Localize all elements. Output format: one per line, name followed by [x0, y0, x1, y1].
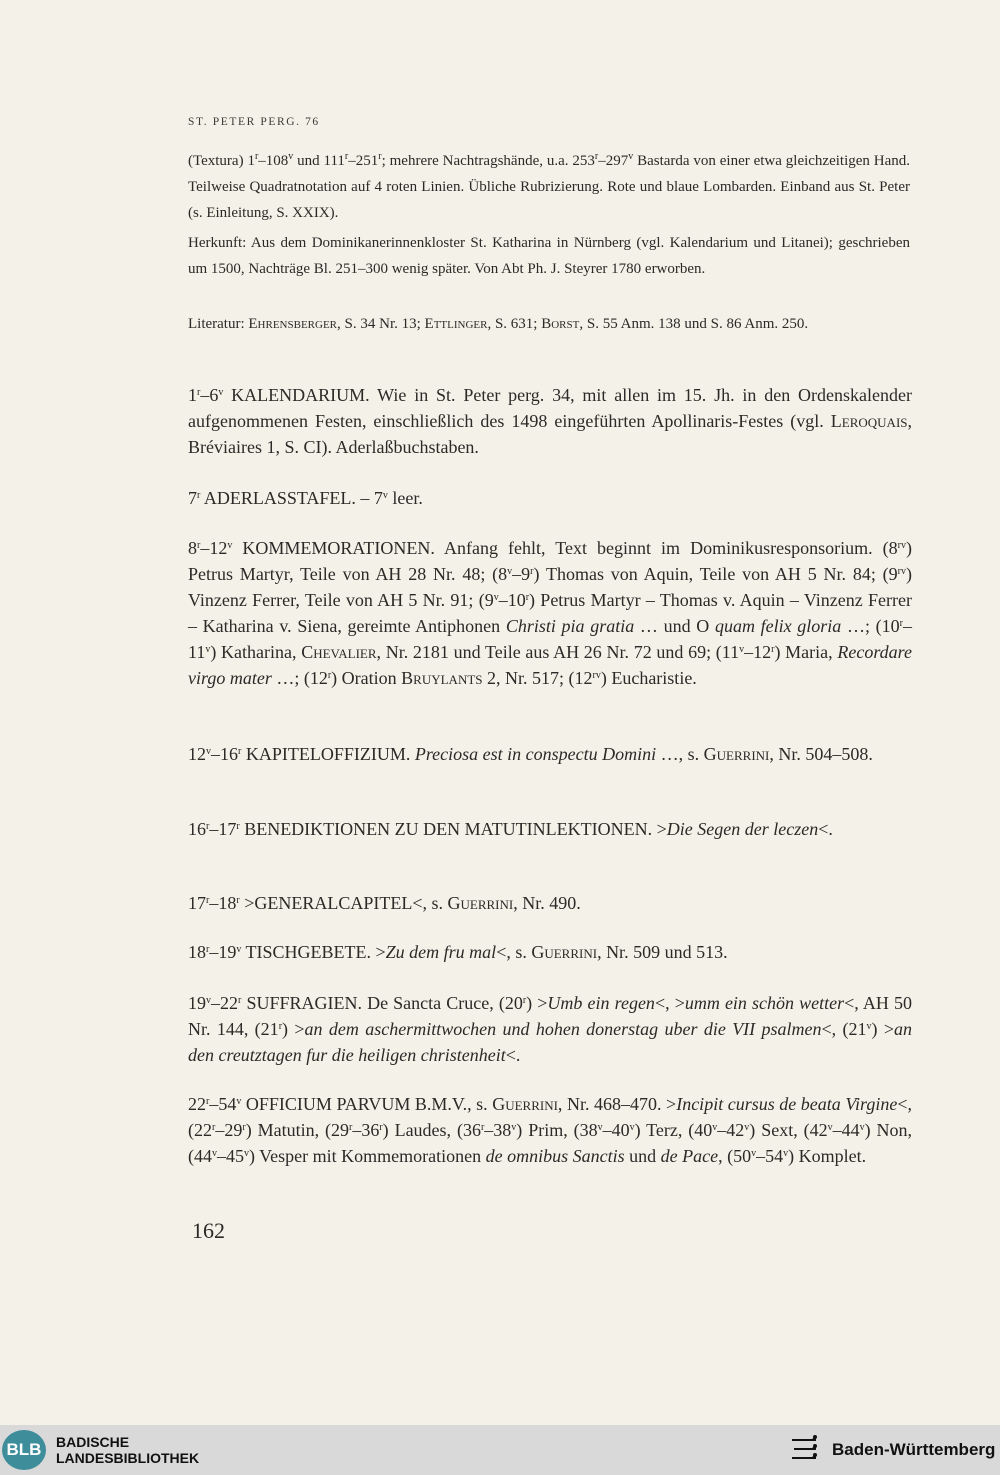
entry-suffragien: 19$^v$–22$^r$ SUFFRAGIEN. De Sancta Cruce, $(20^r) >Umb$ ein regen<, >umm ein schön wetter<, AH 50 Nr. 144, $(21^r) >an$ dem aschermittwochen und hohen donerstag uber die VII psalmen<, $(21^v) >an$ den creutztagen fur die heiligen christenheit<.	[188, 993, 913, 1065]
intro-literature: Literatur: Ehrensberger, S. 34 Nr. 13; Ettlinger, S. 631; Borst, S. 55 Anm. 138 und S. 86 Anm. 250.	[188, 316, 809, 332]
entry-generalcapitel: $17^r-18^r$ >GENERALCAPITEL<, s. Guerrini, Nr. 490.	[188, 893, 581, 913]
blb-logo[interactable]: BLB	[2, 1430, 46, 1470]
entry-officium-parvum: 22$^r$–54$^v$ OFFICIUM PARVUM B.M.V., s. Guerrini, Nr. 468–470. >Incipit cursus de beata Virgine<, (22$^r$–29$^r$) Matutin, (29$^r$–36$^r$) Laudes, (36$^r$–38$^v$) Prim, (38$^v$–40$^v$) Terz, (40$^v$–42$^v$) Sext, (42$^v$–44$^v$) Non, (44$^v$–45$^v$) Vesper mit Kommemorationen de omnibus Sanctis und de Pace, (50$^v$–54$^v$) Komplet.	[188, 1094, 912, 1166]
page-number: 162	[192, 1218, 225, 1243]
footer-bar	[0, 1425, 1000, 1475]
entry-kapiteloffizium: 12$^v$–16$^r$ KAPITELOFFIZIUM. Preciosa est in conspectu Domini …, s. Guerrini, Nr. 504–508.	[188, 744, 873, 764]
entry-aderlasstafel: 7$^r$ ADERLASSTAFEL. – 7$^v$ leer.	[188, 488, 423, 508]
entry-benediktionen: 16$^r$–17$^r$ BENEDIKTIONEN ZU DEN MATUTINLEKTIONEN. >Die Segen der leczen<.	[188, 819, 833, 839]
blb-name[interactable]	[56, 1434, 199, 1466]
intro-provenance: Herkunft: Aus dem Dominikanerinnenkloster St. Katharina in Nürnberg (vgl. Kalendarium und Litanei); geschrieben um 1500, Nachträge Bl. 251–300 wenig später. Von Abt Ph. J. Steyrer 1780 erworben.	[188, 235, 910, 277]
blb-name-line2: LANDESBIBLIOTHEK	[56, 1450, 200, 1466]
blb-name-line1: BADISCHE	[56, 1434, 130, 1450]
entry-kommemorationen: 8$^r$–12$^v$ KOMMEMORATIONEN. Anfang fehlt, Text beginnt im Dominikusresponsorium. $(8^{rv})$ Petrus Martyr, Teile von AH 28 Nr. 48; (8$^v$–9$^r$) Thomas von Aquin, Teile von AH 5 Nr. 84; $(9^{rv})$ Vinzenz Ferrer, Teile von AH 5 Nr. 91; (9$^v$–10$^r$) Petrus Martyr – Thomas v. Aquin – Vinzenz Ferrer – Katharina v. Siena, gereimte Antiphonen Christi pia gratia … und O quam felix gloria …; (10$^r$–11$^v$) Katharina, Chevalier, Nr. 2181 und Teile aus AH 26 Nr. 72 und 69; (11$^v$–12$^r$) Maria, Recordare virgo mater …; (12$^r$) Oration Bruylants 2, Nr. 517; $(12^{rv})$ Eucharistie.	[188, 538, 913, 688]
running-head: ST. PETER PERG. 76	[188, 116, 320, 128]
entry-kalendarium: 1$^r$–6$^v$ KALENDARIUM. Wie in St. Peter perg. 34, mit allen im 15. Jh. in den Ordenskalender aufgenommenen Festen, einschließlich des 1498 eingeführten Apollinaris-Festes (vgl. Leroquais, Bréviaires 1, S. CI). Aderlaßbuchstaben.	[188, 385, 912, 457]
bw-name[interactable]: Baden-Württemberg	[832, 1440, 996, 1459]
lions-coat-of-arms-icon[interactable]	[788, 1433, 822, 1467]
intro-script-description: (Textura) 1$^r$–108$^v$ und 111$^r$–251$^r$; mehrere Nachtragshände, u.a. 253$^r$–297$^v$ Bastarda von einer etwa gleichzeitigen Hand. Teilweise Quadratnotation auf 4 roten Linien. Übliche Rubrizierung. Rote und blaue Lombarden. Einband aus St. Peter (s. Einleitung, S. XXIX).	[188, 151, 910, 221]
entry-tischgebete: 18$^r$–19$^v$ TISCHGEBETE. >Zu dem fru mal<, s. Guerrini, Nr. 509 und 513.	[188, 942, 728, 962]
